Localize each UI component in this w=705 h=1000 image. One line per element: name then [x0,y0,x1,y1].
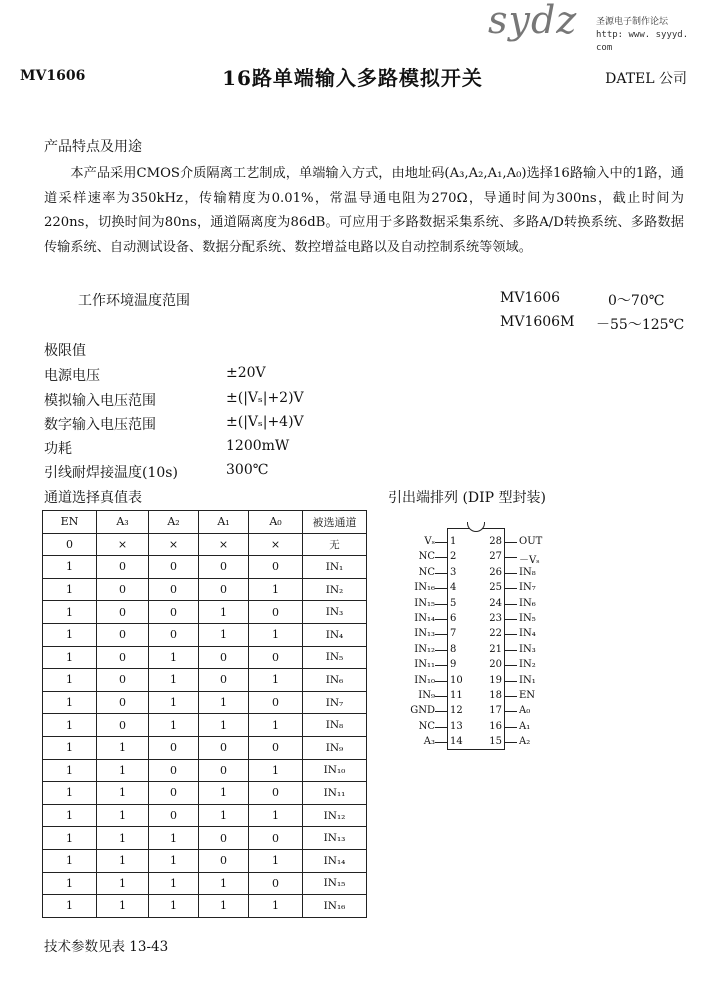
pin-lead [435,665,447,666]
table-cell: 0 [199,669,249,692]
pin-number: 8 [450,643,457,655]
column-header: 被选通道 [303,511,367,534]
table-row [43,691,367,714]
truth-table [42,510,367,918]
pin-number: 22 [489,628,502,640]
pin-number: 19 [489,674,502,686]
table-cell: 1 [249,623,303,646]
temp-range: 0～70℃ [608,293,665,309]
table-row [43,872,367,895]
temp-model: MV1606M [500,314,575,330]
table-cell: 0 [249,782,303,805]
pin-number: 12 [450,705,463,717]
table-cell: 0 [249,827,303,850]
selected-channel-cell: IN₇ [303,691,367,714]
table-cell: 1 [43,849,97,872]
pin-number: 3 [450,566,457,578]
pin-lead [435,634,447,635]
pin-lead [435,742,447,743]
table-cell: 1 [97,895,149,918]
table-row [43,804,367,827]
pin-label: EN [519,690,536,701]
pin-lead [435,573,447,574]
table-cell: 1 [199,895,249,918]
pin-lead [505,681,517,682]
pin-label: NC [418,566,435,578]
watermark-site-name: 圣源电子制作论坛 [596,17,669,27]
limit-value: ±(|Vₛ|+4)V [226,414,304,430]
table-cell: 1 [249,759,303,782]
pin-label: －Vₛ [519,555,540,567]
pin-number: 15 [489,736,502,748]
table-cell: 1 [199,872,249,895]
selected-channel-cell: IN₁₁ [303,782,367,805]
table-cell: 1 [97,849,149,872]
table-cell: 1 [249,714,303,737]
pin-number: 13 [450,720,463,732]
manufacturer: DATEL 公司 [605,71,687,87]
table-cell: 1 [149,714,199,737]
table-row [43,714,367,737]
pin-label: A₀ [519,705,531,717]
limit-name: 电源电压 [44,368,100,384]
selected-channel-cell: IN₁₆ [303,895,367,918]
table-cell: 1 [43,827,97,850]
watermark-url: http: www. syyyd. com [596,30,689,53]
pin-label: IN₁₁ [414,659,435,671]
table-cell: 0 [97,556,149,579]
table-cell: 1 [149,691,199,714]
table-cell: 1 [199,804,249,827]
features-text: 本产品采用CMOS介质隔离工艺制成，单端输入方式，由地址码(A₃,A₂,A₁,A₀)选择16路输入中的1路，通道采样速率为350kHz，传输精度为0.01%，常温导通电阻为270Ω，导通时间为300ns，截止时间为220ns，切换时间为80ns，通道隔离度为86dB。可应用于多路数据采集系统、多路A/D转换系统、多路数据传输系统、自动测试设备、数据分配系统、数控增益电路以及自动控制系统等领域。 [44,166,684,255]
truth-table-header [43,511,367,534]
table-cell: 1 [43,782,97,805]
table-cell: 0 [249,872,303,895]
pin-number: 17 [489,705,502,717]
pin-lead [505,604,517,605]
pin-number: 16 [489,720,502,732]
table-cell: 1 [249,849,303,872]
selected-channel-cell: IN₁₂ [303,804,367,827]
pin-label: A₁ [519,720,531,732]
table-cell: 0 [149,556,199,579]
table-cell: 0 [199,736,249,759]
table-row [43,782,367,805]
table-cell: 1 [249,804,303,827]
page-title: 16路单端输入多路模拟开关 [222,66,483,90]
pin-number: 18 [489,690,502,701]
pin-label: IN₁₂ [414,643,435,655]
pin-label: IN₇ [519,582,536,594]
features-paragraph [44,162,684,260]
table-cell: 0 [199,578,249,601]
table-cell: 0 [199,849,249,872]
selected-channel-cell: IN₂ [303,578,367,601]
selected-channel-cell: IN₆ [303,669,367,692]
pin-number: 25 [489,582,502,594]
pin-lead [435,650,447,651]
table-cell: 1 [97,759,149,782]
table-cell: 1 [199,782,249,805]
features-heading: 产品特点及用途 [44,139,142,155]
table-cell: 1 [149,895,199,918]
table-cell: 0 [249,601,303,624]
column-header: A₁ [199,511,249,534]
table-cell: 0 [149,782,199,805]
table-cell: 0 [97,714,149,737]
pin-number: 4 [450,582,457,594]
table-cell: 1 [43,714,97,737]
pin-lead [435,619,447,620]
truth-table-body [43,533,367,917]
column-header: A₃ [97,511,149,534]
selected-channel-cell: 无 [303,533,367,556]
table-cell: 1 [97,804,149,827]
table-cell: 1 [43,623,97,646]
table-row [43,736,367,759]
temp-range: －55～125℃ [596,317,685,333]
table-row [43,556,367,579]
selected-channel-cell: IN₅ [303,646,367,669]
table-row [43,601,367,624]
pin-lead [435,696,447,697]
dip-pinout [390,520,600,760]
table-cell: 1 [249,578,303,601]
table-row [43,623,367,646]
selected-channel-cell: IN₁₀ [303,759,367,782]
table-cell: 0 [199,759,249,782]
pin-label: IN₉ [418,690,435,701]
table-cell: 0 [97,691,149,714]
limit-name: 功耗 [44,441,72,457]
pin-lead [505,542,517,543]
table-row [43,827,367,850]
temp-range-label: 工作环境温度范围 [78,293,190,309]
pin-label: IN₆ [519,597,536,609]
pin-label: IN₁₆ [414,582,435,594]
pin-lead [505,573,517,574]
part-number: MV1606 [20,68,86,84]
table-cell: 0 [97,646,149,669]
pin-label: IN₁ [519,674,536,686]
table-cell: 0 [97,601,149,624]
pin-lead [505,619,517,620]
watermark-logo [488,0,703,53]
table-cell: 0 [149,736,199,759]
selected-channel-cell: IN₄ [303,623,367,646]
table-cell: 1 [97,872,149,895]
table-row [43,578,367,601]
table-row [43,646,367,669]
pin-lead [505,742,517,743]
pin-lead [435,604,447,605]
pin-lead [505,634,517,635]
pin-label: A₃ [423,736,435,748]
table-cell: 1 [43,691,97,714]
limit-value: ±20V [226,365,266,381]
pin-label: Vₛ [424,536,435,547]
table-cell: 1 [199,714,249,737]
table-cell: 0 [149,601,199,624]
pin-lead [505,557,517,558]
table-cell: 1 [43,872,97,895]
table-cell: 1 [97,782,149,805]
table-cell: 0 [97,669,149,692]
table-cell: × [149,533,199,556]
footer-reference: 技术参数见表 13-43 [44,939,169,955]
table-cell: 1 [199,623,249,646]
selected-channel-cell: IN₃ [303,601,367,624]
pin-label: IN₈ [519,566,536,578]
table-cell: × [199,533,249,556]
pin-number: 10 [450,674,463,686]
table-cell: 0 [249,736,303,759]
pin-lead [435,727,447,728]
table-cell: 0 [97,578,149,601]
table-cell: 0 [249,556,303,579]
watermark-logo-text: sydz [488,0,578,42]
pin-number: 1 [450,536,457,547]
table-cell: 0 [249,646,303,669]
table-cell: 0 [43,533,97,556]
table-cell: × [97,533,149,556]
column-header: EN [43,511,97,534]
selected-channel-cell: IN₉ [303,736,367,759]
table-cell: 0 [149,759,199,782]
pin-lead [505,727,517,728]
pin-number: 5 [450,597,457,609]
table-cell: 1 [149,849,199,872]
limits-heading: 极限值 [44,343,86,359]
pin-number: 11 [450,690,463,701]
table-cell: 1 [97,827,149,850]
table-cell: 1 [149,827,199,850]
table-cell: 1 [43,646,97,669]
table-cell: 1 [43,578,97,601]
table-cell: 1 [43,736,97,759]
selected-channel-cell: IN₁₃ [303,827,367,850]
selected-channel-cell: IN₁₅ [303,872,367,895]
table-row [43,669,367,692]
table-cell: 1 [43,556,97,579]
limit-value: 300℃ [226,462,269,478]
pin-number: 9 [450,659,457,671]
pin-label: IN₁₀ [414,674,435,686]
pin-number: 27 [489,551,502,563]
pin-number: 23 [489,613,502,624]
pin-lead [505,696,517,697]
limit-value: ±(|Vₛ|+2)V [226,390,304,406]
pin-lead [505,650,517,651]
table-row [43,759,367,782]
pin-number: 21 [489,643,502,655]
limit-value: 1200mW [226,438,290,454]
table-cell: 1 [249,669,303,692]
pin-lead [435,588,447,589]
pin-label: OUT [519,536,543,547]
pin-lead [435,557,447,558]
pin-label: IN₁₅ [414,597,435,609]
table-cell: 0 [199,827,249,850]
table-cell: 1 [43,601,97,624]
table-cell: 0 [199,556,249,579]
pin-label: IN₁₄ [414,613,435,624]
selected-channel-cell: IN₁ [303,556,367,579]
table-cell: 1 [199,691,249,714]
limit-name: 数字输入电压范围 [44,417,156,433]
pin-lead [505,588,517,589]
table-cell: 1 [149,872,199,895]
table-cell: 1 [249,895,303,918]
pin-label: IN₁₃ [414,628,435,640]
pin-number: 26 [489,566,502,578]
pin-label: IN₂ [519,659,536,671]
pin-number: 6 [450,613,457,624]
pin-label: IN₅ [519,613,536,624]
pin-lead [435,711,447,712]
table-cell: 1 [149,646,199,669]
pin-number: 20 [489,659,502,671]
table-cell: 0 [149,804,199,827]
pin-number: 24 [489,597,502,609]
table-cell: × [249,533,303,556]
pin-lead [505,711,517,712]
pin-number: 14 [450,736,463,748]
pin-number: 28 [489,536,502,547]
column-header: A₀ [249,511,303,534]
table-row [43,849,367,872]
truth-table-heading: 通道选择真值表 [44,490,142,506]
table-cell: 1 [43,804,97,827]
pin-label: GND [410,705,435,717]
pin-number: 2 [450,551,457,563]
table-cell: 1 [149,669,199,692]
pin-label: NC [418,551,435,563]
limit-name: 模拟输入电压范围 [44,393,156,409]
table-cell: 1 [43,895,97,918]
temp-model: MV1606 [500,290,561,306]
pin-label: NC [418,720,435,732]
pin-label: A₂ [519,736,531,748]
pin-lead [435,681,447,682]
table-cell: 0 [97,623,149,646]
table-cell: 1 [97,736,149,759]
table-row [43,533,367,556]
limit-name: 引线耐焊接温度(10s) [44,465,178,481]
selected-channel-cell: IN₁₄ [303,849,367,872]
table-cell: 1 [43,759,97,782]
table-cell: 1 [43,669,97,692]
table-cell: 0 [149,578,199,601]
table-row [43,895,367,918]
pinout-heading: 引出端排列 (DIP 型封装) [388,490,546,506]
pin-label: IN₃ [519,643,536,655]
column-header: A₂ [149,511,199,534]
watermark-site [596,16,703,55]
table-cell: 0 [199,646,249,669]
pin-number: 7 [450,628,457,640]
selected-channel-cell: IN₈ [303,714,367,737]
table-cell: 1 [199,601,249,624]
pin-label: IN₄ [519,628,536,640]
table-cell: 0 [149,623,199,646]
table-cell: 0 [249,691,303,714]
pin-lead [435,542,447,543]
pin-lead [505,665,517,666]
